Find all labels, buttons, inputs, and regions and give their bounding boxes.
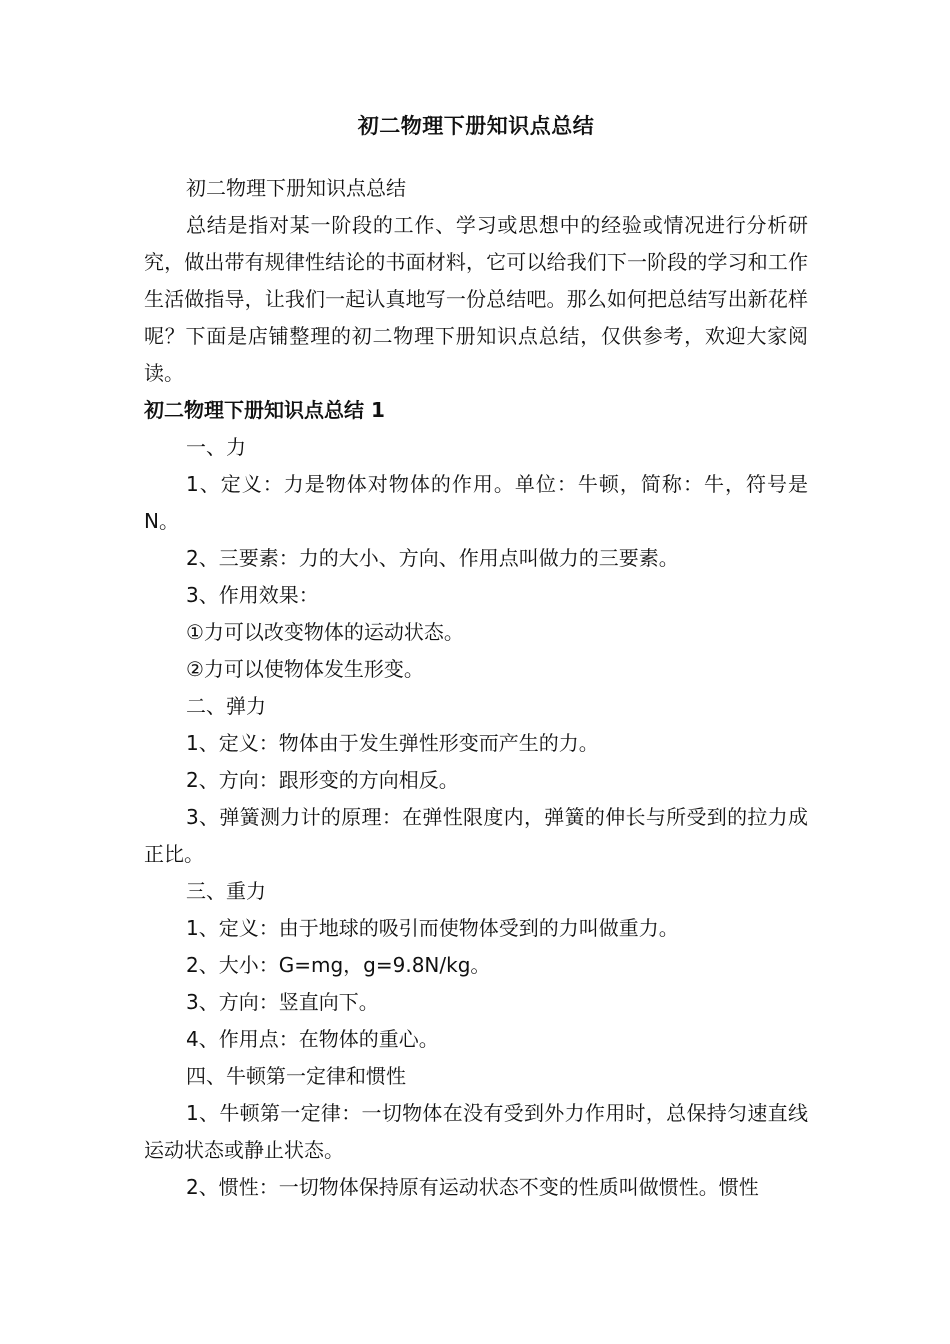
intro-title: 初二物理下册知识点总结	[186, 176, 406, 200]
force-three-elements: 2、三要素：力的大小、方向、作用点叫做力的三要素。	[186, 546, 679, 570]
heading-force: 一、力	[186, 435, 246, 459]
gravity-point: 4、作用点：在物体的重心。	[186, 1027, 439, 1051]
force-effects: 3、作用效果：	[186, 583, 319, 607]
gravity-direction: 3、方向：竖直向下。	[186, 990, 379, 1014]
force-definition: 1、定义：力是物体对物体的作用。单位：牛顿，简称：牛，符号是 N。	[144, 472, 808, 533]
force-effect-2: ②力可以使物体发生形变。	[186, 657, 424, 681]
newton-first-law: 1、牛顿第一定律：一切物体在没有受到外力作用时，总保持匀速直线运动状态或静止状态。	[144, 1101, 808, 1162]
gravity-magnitude: 2、大小：G=mg，g=9.8N/kg。	[186, 953, 491, 977]
heading-gravity: 三、重力	[186, 879, 266, 903]
force-effect-1: ①力可以改变物体的运动状态。	[186, 620, 464, 644]
document-title: 初二物理下册知识点总结	[357, 114, 595, 138]
spring-scale-principle: 3、弹簧测力计的原理：在弹性限度内，弹簧的伸长与所受到的拉力成正比。	[144, 805, 808, 866]
gravity-definition: 1、定义：由于地球的吸引而使物体受到的力叫做重力。	[186, 916, 679, 940]
elastic-direction: 2、方向：跟形变的方向相反。	[186, 768, 459, 792]
heading-elastic-force: 二、弹力	[186, 694, 266, 718]
elastic-definition: 1、定义：物体由于发生弹性形变而产生的力。	[186, 731, 599, 755]
section-heading: 初二物理下册知识点总结 1	[144, 398, 385, 422]
document-page	[144, 108, 808, 1206]
heading-newton-first-law: 四、牛顿第一定律和惯性	[186, 1064, 406, 1088]
intro-paragraph: 总结是指对某一阶段的工作、学习或思想中的经验或情况进行分析研究，做出带有规律性结论的书面材料，它可以给我们下一阶段的学习和工作生活做指导，让我们一起认真地写一份总结吧。那么如何把总结写出新花样呢？下面是店铺整理的初二物理下册知识点总结，仅供参考，欢迎大家阅读。	[144, 213, 808, 385]
inertia: 2、惯性：一切物体保持原有运动状态不变的性质叫做惯性。惯性	[186, 1175, 759, 1199]
